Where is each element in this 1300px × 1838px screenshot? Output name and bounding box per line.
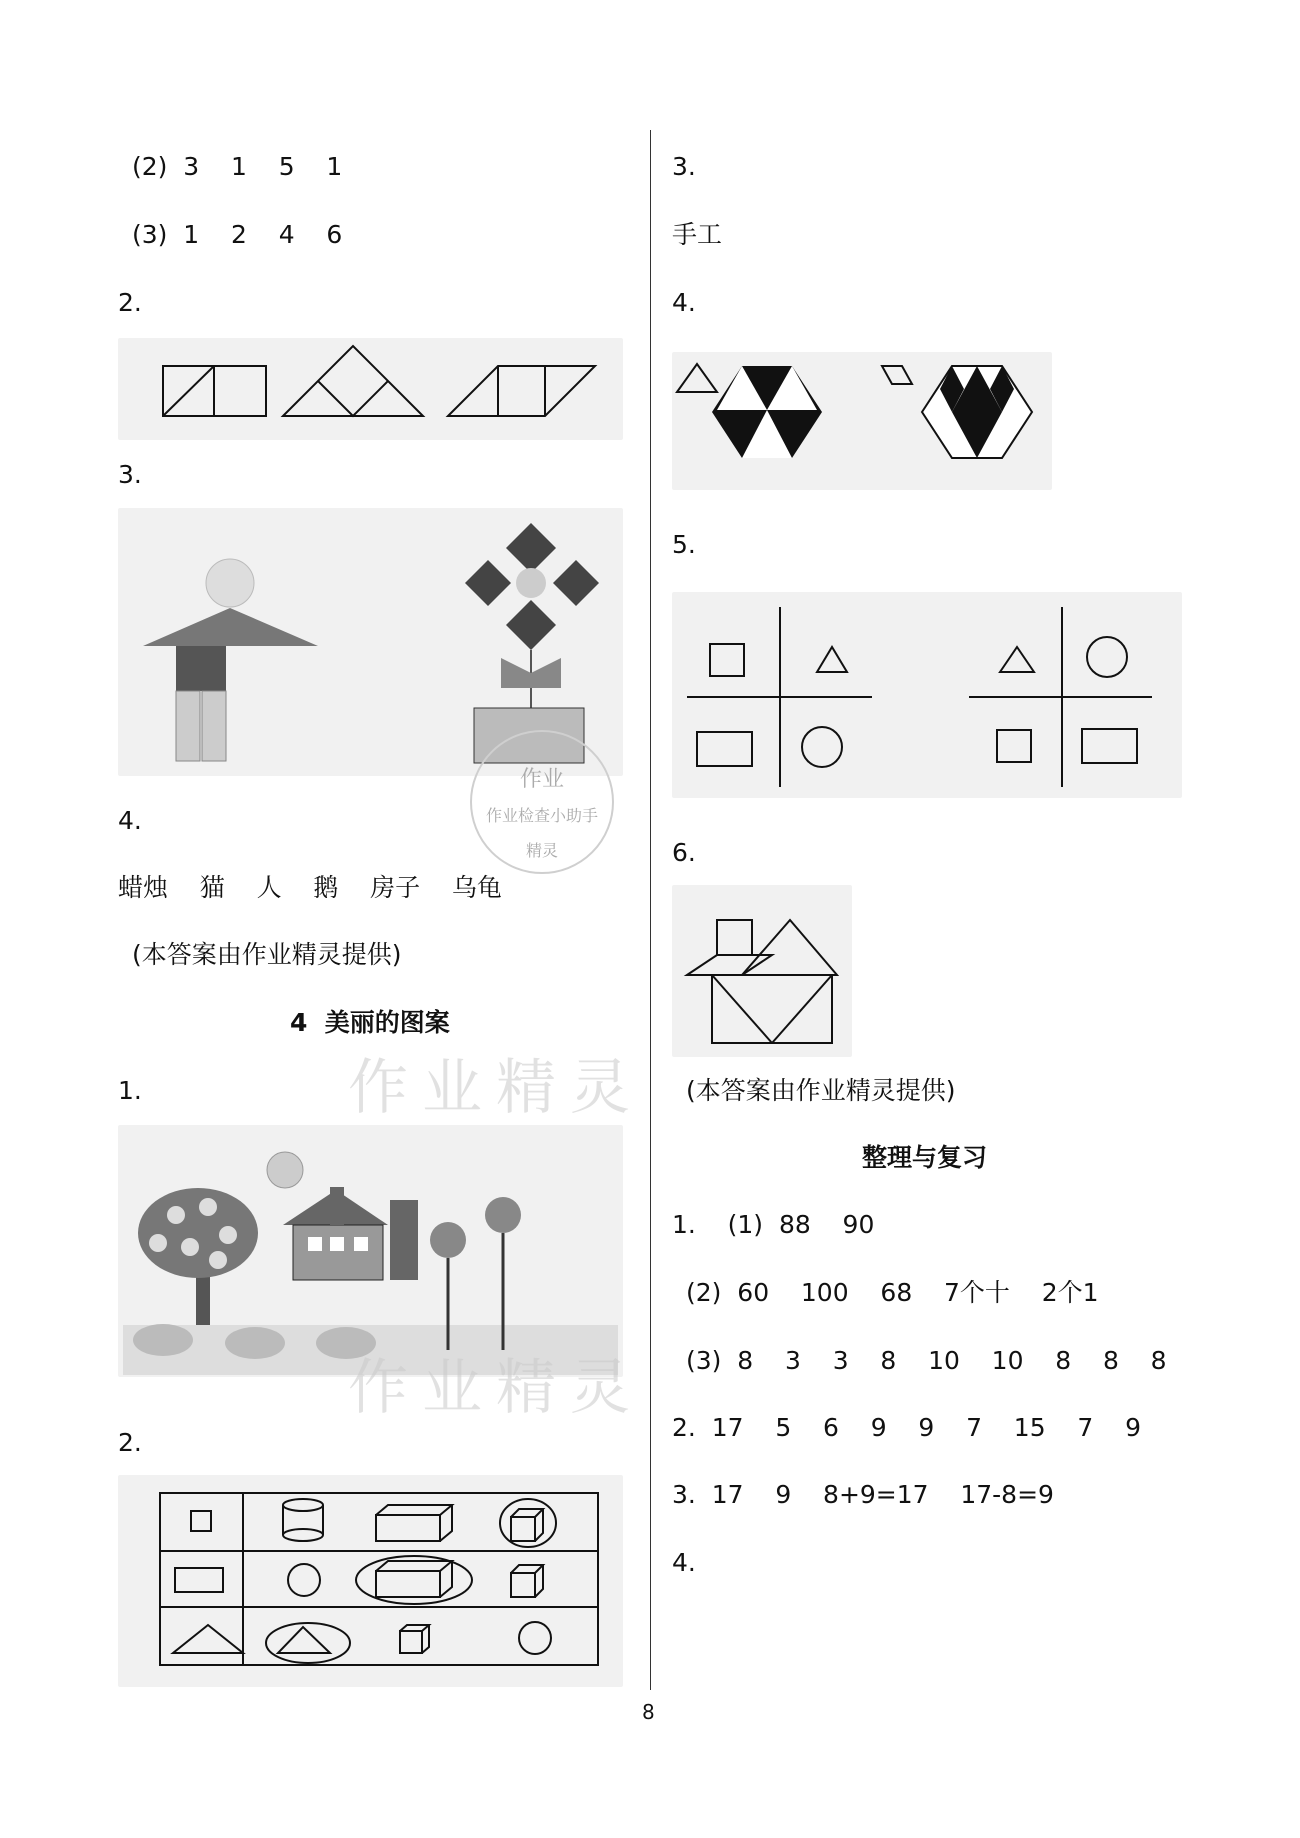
answer-line-3: (3) 1 2 4 6 <box>132 220 343 249</box>
credit-note-right: (本答案由作业精灵提供) <box>686 1076 956 1105</box>
section-question-2-label: 2. <box>118 1428 142 1457</box>
quadrant-shapes-figure <box>672 592 1182 798</box>
watermark-text: 作业精灵 <box>348 1053 644 1123</box>
credit-note-left: (本答案由作业精灵提供) <box>132 940 402 969</box>
review-answer-1-3: (3) 8 3 3 8 10 10 8 8 8 <box>686 1346 1167 1375</box>
review-answer-2: 2. 17 5 6 9 9 7 15 7 9 <box>672 1413 1142 1442</box>
section-question-1-label: 1. <box>118 1076 142 1105</box>
answer-words: 蜡烛 猫 人 鹅 房子 乌龟 <box>118 873 502 902</box>
shapes-figure <box>118 338 623 440</box>
page-number: 8 <box>642 1700 655 1724</box>
watermark-text-2: 作业精灵 <box>348 1353 644 1423</box>
answer-line-2: (2) 3 1 5 1 <box>132 152 343 181</box>
right-question-6-label: 6. <box>672 838 696 867</box>
column-divider <box>650 130 651 1690</box>
review-answer-4: 4. <box>672 1548 696 1577</box>
tangram-house-figure <box>672 885 852 1057</box>
right-question-4-label: 4. <box>672 288 696 317</box>
handcraft-label: 手工 <box>672 220 723 249</box>
review-answer-1: 1. (1) 88 90 <box>672 1210 875 1239</box>
review-answer-1-2: (2) 60 100 68 7个十 2个1 <box>686 1278 1099 1307</box>
review-answer-3: 3. 17 9 8+9=17 17-8=9 <box>672 1480 1054 1509</box>
question-3-label: 3. <box>118 460 142 489</box>
triangle-pattern-figure <box>672 352 1052 490</box>
section-title-4: 4 美丽的图案 <box>290 1008 450 1037</box>
right-question-3-label: 3. <box>672 152 696 181</box>
watermark-stamp: 作业 作业检查小助手 精灵 <box>470 730 614 874</box>
question-2-label: 2. <box>118 288 142 317</box>
question-4-label: 4. <box>118 806 142 835</box>
section-title-review: 整理与复习 <box>862 1143 988 1172</box>
solids-table-figure <box>118 1475 623 1687</box>
right-question-5-label: 5. <box>672 530 696 559</box>
